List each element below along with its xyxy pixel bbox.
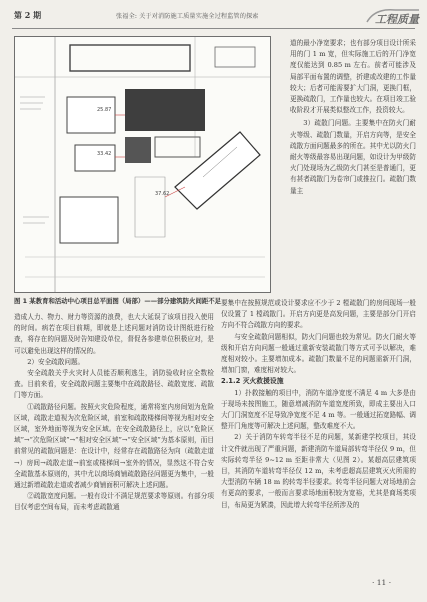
paragraph: 要集中在按照规范或设计要求应不少于 2 樘疏散门的房间现场一般仅设置了 1 樘疏散门。开启方向更是高发问题，主要是部分门开启方向不符合疏散方向的要求。: [221, 299, 416, 330]
building-left-1: [67, 97, 115, 133]
paragraph: 3）疏散门问题。主要集中在防火门耐火等级、疏散门数量，开启方向等，是安全疏散方面问题最多的所在。其中尤以防火门耐火等级最容易出现问题，如设计为甲级防火门处现场为乙级防火门甚至是普通门，更有甚者疏散门为卷帘门或推拉门。疏散门数量主: [290, 119, 416, 195]
paragraph: ②疏散宽度问题。一般有设计不满足规范要求等原则。有部分项目仅考虑空间布局，而未考虑疏散通: [14, 492, 214, 512]
journal-logo: [365, 6, 421, 26]
section-heading: 2.1.2 灭火救援设施: [221, 377, 284, 386]
site-plan-figure: [14, 36, 271, 293]
building-left-2: [75, 145, 115, 171]
issue-number: 第 2 期: [14, 10, 42, 20]
paragraph: 2）安全疏散问题。: [27, 357, 85, 366]
paragraph: 2）关于消防车转弯半径不足的问题，某新建学校项目，其设计文件就出现了严重问题，新建消防车道局部转弯半径仅 9 m，但实际转弯半径 9~12 m 至距非常大（见图 2）。某超高层建筑项目，其消防车道转弯半径仅 12 m，未考虑超高层建筑灭火所需的大型消防车辆 18 m 的转弯半径要求。转弯半径问题大对场地前会有更高的要求，一般而言要求场地面积较为宽裕，尤其是商场类项目，布局更为紧凑，因此增大转弯半径所涉及的: [221, 433, 416, 509]
paragraph: 道的最小净宽要求；也有部分项目设计所采用的门 1 m 宽，但实际施工后的开门净宽度仅能达到 0.85 m 左右。前者可能涉及局部平面布置的调整，折建或改建的工作量较大；后者可能需要扩大门洞，更换门框，更换疏散门，工作量也较大。在项目竣工验收阶段才开展类似整改工作，投资较大。: [290, 39, 416, 115]
logo-text: 工程质量: [375, 13, 419, 26]
site-plan-drawing: [15, 37, 270, 292]
header-rule: [12, 28, 415, 29]
figure-caption: 图 1 某教育和活动中心项目总平面图（局部）——部分建筑防火间距不足: [14, 297, 222, 305]
left-column: [14, 312, 214, 514]
building-dark-1: [125, 89, 205, 131]
building-dark-2: [125, 137, 151, 163]
page-header: [0, 0, 427, 32]
paragraph: 1）扑救接触的项目中，消防车道净宽度不满足 4 m 大多是由于现场未按图施工，随意增减消防车道宽度所致，即成主要出入口大门门洞宽度不足导致净宽度不足 4 m 等。一般通过拓宽路幅、调整开门角度等可解决上述问题，整改难度不大。: [221, 388, 416, 431]
running-title: 张福全: 关于对消防施工质量实施全过程监管的探索: [116, 13, 259, 20]
paragraph: 安全疏散关乎火灾时人员能否顺利逃生，消防验收时应全数检查。目前来看，安全疏散问题主要集中在疏散路径、疏散宽度、疏散门等方面。: [14, 369, 214, 400]
paragraph: ①疏散路径问题。按照火灾危险程度，通常将室内房间划为危险区域，疏散走道视为次危险区域，前室和疏散楼梯间等视为相对安全区域，室外地面等视为安全区域。在安全疏散路径上，应以“危险区域”→“次危险区域”→“相对安全区域”→“安全区域”为基本原则，而目前常见的疏散问题是：在设计中，经常存在疏散路径为向（疏散走道→）房间→疏散走道→前室或楼梯间→室外的情况，显然这不符合安全疏散基本原则的，其中尤以商场商铺疏散路径问题更为集中，一般通过新增疏散走道或者减少商铺面积可解决上述问题。: [14, 402, 214, 490]
paragraph: 与安全疏散问题相似，防火门问题也较为常见。防火门耐火等级和开启方向问题一般通过重新安装疏散门等方式可予以解决，难度相对较小。主要增加成本。疏散门数量不足的问题需新开门洞，增加门窗，难度相对较大。: [221, 332, 416, 375]
dim-label-1: 25.87: [97, 107, 112, 113]
right-column-top: [290, 38, 416, 197]
right-column-bottom: [221, 298, 416, 511]
page-number: · 11 ·: [372, 578, 392, 587]
dim-label-2: 33.42: [97, 151, 112, 157]
building-left-3: [60, 197, 118, 243]
dim-label-3: 37.62: [155, 191, 170, 197]
paragraph: 造成人力、物力、财力等资源的浪费，也大大延误了该项目投入使用的时间。病若在项目前期，即就是上述问题对消防设计图纸进行检查，将存在的问题及时告知建设单位，督促各参建单位积极应对，是可以避免出现这样的情况的。: [14, 313, 214, 355]
